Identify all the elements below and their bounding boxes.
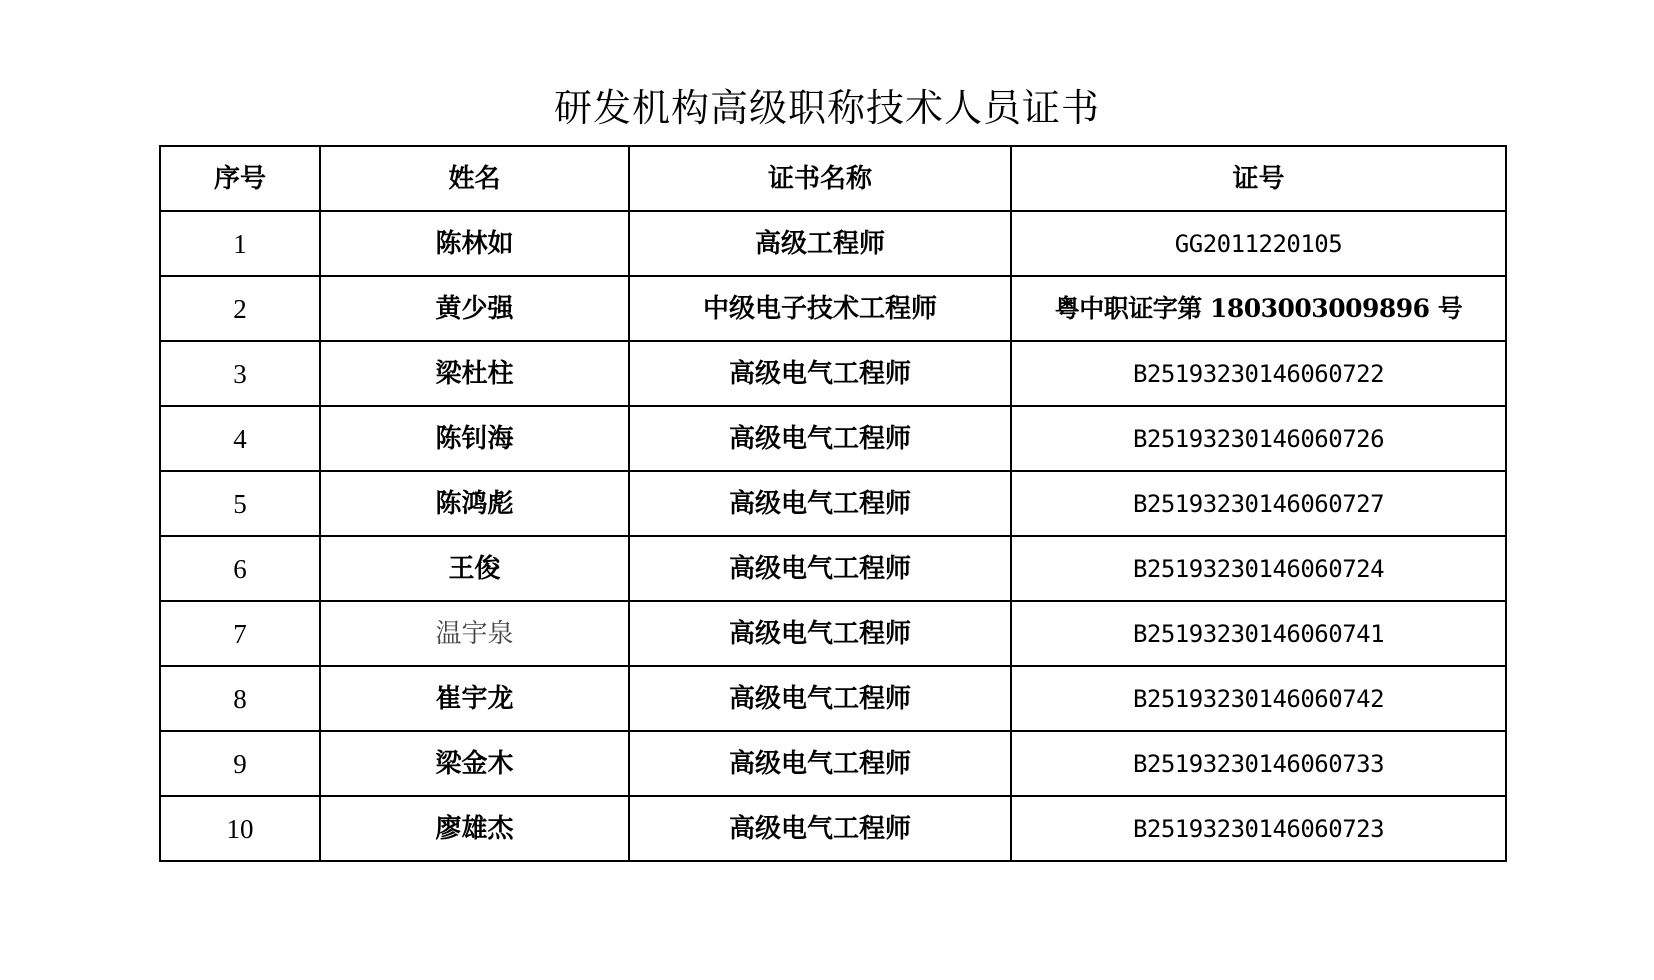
row-name: 陈鸿彪 <box>320 471 629 536</box>
row-cert-no: 粤中职证字第 1803003009896 号 <box>1011 276 1506 341</box>
row-cert-name: 中级电子技术工程师 <box>629 276 1011 341</box>
table-row <box>160 211 1506 276</box>
header-cert-no: 证号 <box>1011 146 1506 211</box>
row-cert-no: B25193230146060722 <box>1011 341 1506 406</box>
row-cert-no: GG2011220105 <box>1011 211 1506 276</box>
row-seq: 7 <box>160 601 320 666</box>
table-row <box>160 601 1506 666</box>
row-name: 廖雄杰 <box>320 796 629 861</box>
row-seq: 2 <box>160 276 320 341</box>
row-cert-no: B25193230146060741 <box>1011 601 1506 666</box>
row-cert-no: B25193230146060724 <box>1011 536 1506 601</box>
table-row <box>160 406 1506 471</box>
row-cert-name: 高级电气工程师 <box>629 666 1011 731</box>
table-row <box>160 536 1506 601</box>
row-name: 黄少强 <box>320 276 629 341</box>
table-row <box>160 276 1506 341</box>
row-cert-no: B25193230146060726 <box>1011 406 1506 471</box>
row-name: 陈钊海 <box>320 406 629 471</box>
row-cert-no: B25193230146060723 <box>1011 796 1506 861</box>
table-row <box>160 731 1506 796</box>
row-seq: 3 <box>160 341 320 406</box>
row-seq: 1 <box>160 211 320 276</box>
row-name: 崔宇龙 <box>320 666 629 731</box>
row-cert-name: 高级电气工程师 <box>629 731 1011 796</box>
row-name: 梁杜柱 <box>320 341 629 406</box>
certificate-table <box>159 145 1507 862</box>
row-cert-name: 高级电气工程师 <box>629 536 1011 601</box>
table-row <box>160 796 1506 861</box>
row-seq: 10 <box>160 796 320 861</box>
row-cert-name: 高级电气工程师 <box>629 796 1011 861</box>
row-cert-no: B25193230146060733 <box>1011 731 1506 796</box>
header-cert-name: 证书名称 <box>629 146 1011 211</box>
row-seq: 8 <box>160 666 320 731</box>
row-cert-name: 高级工程师 <box>629 211 1011 276</box>
table-row <box>160 666 1506 731</box>
row-name: 陈林如 <box>320 211 629 276</box>
row-seq: 4 <box>160 406 320 471</box>
row-cert-no: B25193230146060742 <box>1011 666 1506 731</box>
table-header-row <box>160 146 1506 211</box>
row-seq: 9 <box>160 731 320 796</box>
row-name: 梁金木 <box>320 731 629 796</box>
row-cert-name: 高级电气工程师 <box>629 601 1011 666</box>
row-cert-name: 高级电气工程师 <box>629 471 1011 536</box>
header-name: 姓名 <box>320 146 629 211</box>
row-name: 王俊 <box>320 536 629 601</box>
row-cert-name: 高级电气工程师 <box>629 406 1011 471</box>
row-seq: 6 <box>160 536 320 601</box>
row-cert-name: 高级电气工程师 <box>629 341 1011 406</box>
table-row <box>160 341 1506 406</box>
row-seq: 5 <box>160 471 320 536</box>
row-cert-no: B25193230146060727 <box>1011 471 1506 536</box>
table-row <box>160 471 1506 536</box>
header-seq: 序号 <box>160 146 320 211</box>
row-name: 温宇泉 <box>320 601 629 666</box>
document-title: 研发机构高级职称技术人员证书 <box>553 86 1100 130</box>
